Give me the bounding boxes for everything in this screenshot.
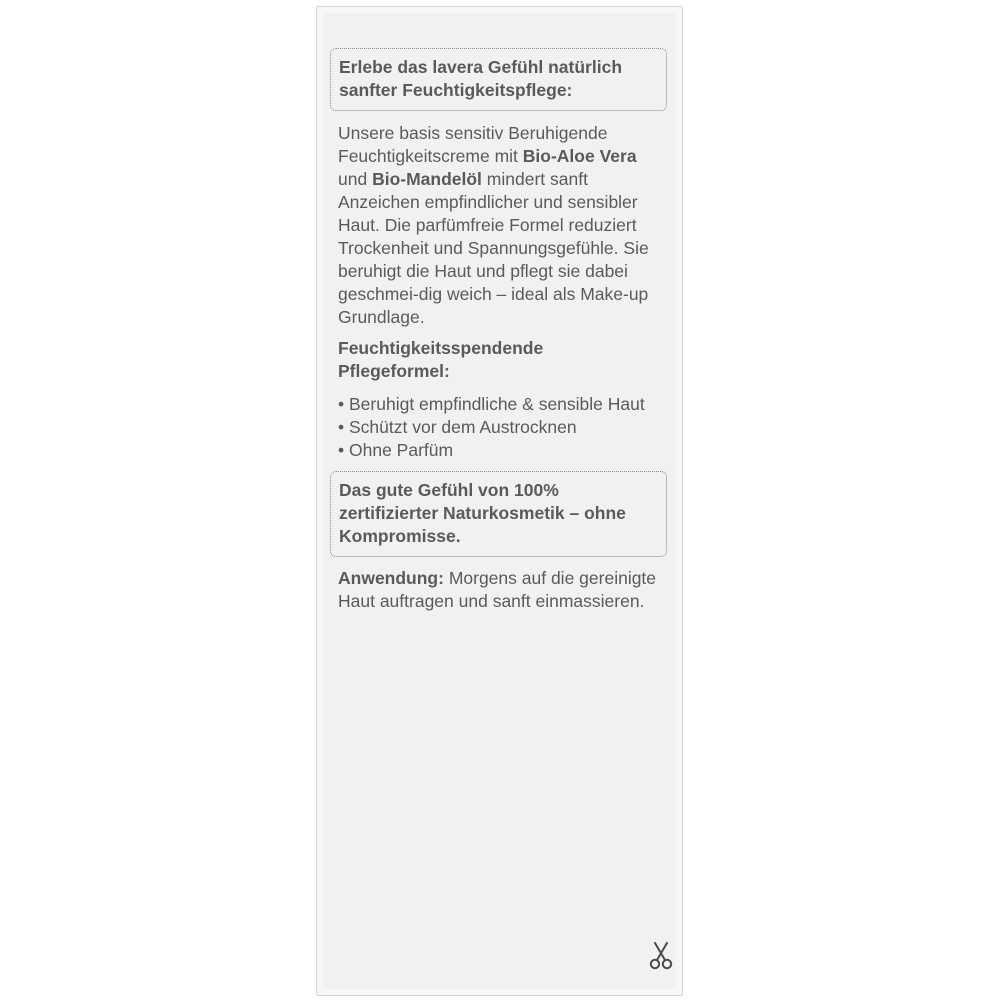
claim-box [330, 471, 667, 557]
bullet-icon: • [338, 440, 345, 460]
description-text-3: mindert sanft Anzeichen empfindlicher und sensibler Haut. Die parfümfreie Formel reduziert Trockenheit und Spannungsgefühle. Sie beruhigt die Haut und pflegt sie dabei geschmei-dig weich – ideal als Make-up Grundlage. [338, 169, 649, 327]
package-text-content [330, 48, 667, 613]
intro-line-2: sanfter Feuchtigkeitspflege: [339, 80, 573, 100]
usage-text: Morgens auf die gereinigte Haut auftragen und sanft einmassieren. [338, 568, 657, 611]
list-item [338, 439, 659, 462]
usage-label: Anwendung: [338, 568, 444, 588]
ingredient-almond-oil: Bio-Mandelöl [372, 169, 482, 189]
ingredient-aloe: Bio-Aloe Vera [522, 146, 637, 166]
benefit-text: Ohne Parfüm [349, 440, 454, 460]
benefit-text: Schützt vor dem Austrocknen [349, 417, 577, 437]
description-text-2: und [338, 169, 373, 189]
bullet-icon: • [338, 394, 345, 414]
product-description [330, 122, 667, 329]
intro-line-1: Erlebe das lavera Gefühl natürlich [339, 57, 623, 77]
usage-instructions [330, 567, 667, 613]
claim-text: Das gute Gefühl von 100% zertifizierter Naturkosmetik – ohne Kompromisse. [339, 480, 626, 546]
list-item [338, 393, 659, 416]
bullet-icon: • [338, 417, 345, 437]
description-text-1: Unsere basis sensitiv Beruhigende Feuchtigkeitscreme mit [338, 123, 608, 166]
benefit-text: Beruhigt empfindliche & sensible Haut [349, 394, 645, 414]
benefit-list [330, 393, 667, 462]
formula-heading: Feuchtigkeitsspendende Pflegeformel: [338, 338, 544, 381]
intro-box [330, 48, 667, 111]
scissors-icon [648, 942, 674, 970]
list-item [338, 416, 659, 439]
